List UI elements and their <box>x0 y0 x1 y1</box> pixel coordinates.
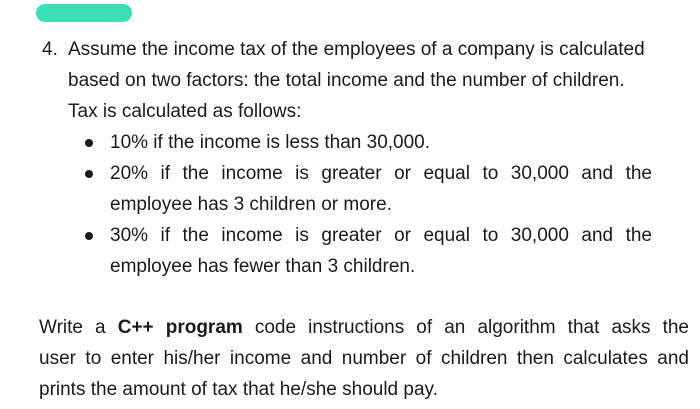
task-language: C++ program <box>117 317 243 338</box>
tax-rule-item <box>82 127 652 158</box>
tax-rule-item <box>82 220 652 282</box>
tax-rule-3-line-2: employee has fewer than 3 children. <box>110 256 416 277</box>
question-line-2: based on two factors: the total income and the number of children. <box>68 70 625 91</box>
task-line-2: user to enter his/her income and number of children then calculates and <box>39 348 689 369</box>
question-line-1: Assume the income tax of the employees of a company is calculated <box>68 39 645 60</box>
tax-rule-3-line-1: 30% if the income is greater or equal to 30,000 and the <box>110 225 652 246</box>
tax-rule-1-line-1: 10% if the income is less than 30,000. <box>110 132 431 153</box>
task-line-3: prints the amount of tax that he/she should pay. <box>39 379 438 400</box>
task-line-1-prefix: Write a <box>39 317 118 338</box>
task-line-1-suffix: code instructions of an algorithm that asks the <box>242 317 689 338</box>
task-paragraph <box>39 312 689 405</box>
tax-rule-2-line-2: employee has 3 children or more. <box>110 194 392 215</box>
question-text <box>68 34 682 127</box>
question-block <box>42 34 682 127</box>
tax-rules-list <box>82 127 652 282</box>
question-line-3: Tax is calculated as follows: <box>68 101 302 122</box>
bullet-icon <box>82 127 110 158</box>
tax-rule-2-line-1: 20% if the income is greater or equal to 30,000 and the <box>110 163 652 184</box>
question-number: 4. <box>42 39 58 60</box>
bullet-icon <box>82 158 110 220</box>
tax-rule-item <box>82 158 652 220</box>
task-line-1 <box>39 312 689 343</box>
highlight-marker <box>36 4 132 22</box>
bullet-icon <box>82 220 110 282</box>
